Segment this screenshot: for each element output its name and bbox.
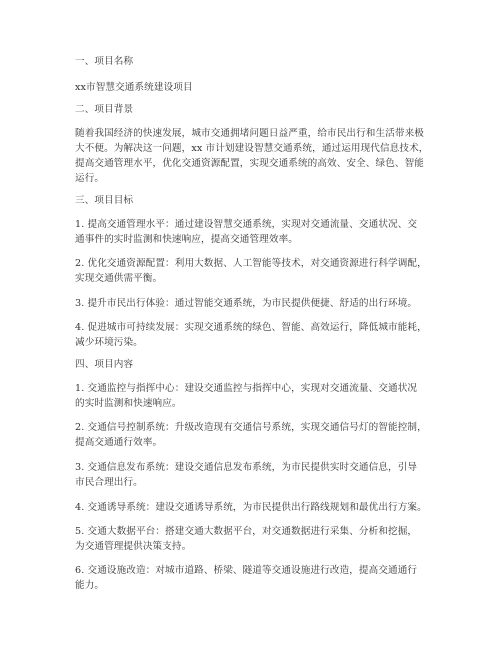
- list-item-line: 减少环境污染。: [75, 337, 143, 348]
- list-item-line: 5. 交通大数据平台：搭建交通大数据平台，对交通数据进行采集、分析和挖掘，: [75, 526, 418, 537]
- paragraph-line: xx市智慧交通系统建设项目: [75, 82, 193, 93]
- list-item-line: 实现交通供需平衡。: [75, 273, 163, 284]
- list-item-line: 1. 提高交通管理水平：通过建设智慧交通系统，实现对交通流量、交通状况、交: [75, 219, 418, 230]
- list-item-line: 1. 交通监控与指挥中心：建设交通监控与指挥中心，实现对交通流量、交通状况: [75, 383, 418, 394]
- paragraph-line: 运行。: [75, 173, 105, 184]
- list-item-line: 的实时监测和快速响应。: [75, 398, 182, 409]
- section-heading-objectives: 三、项目目标: [75, 195, 134, 206]
- list-item-line: 能力。: [75, 580, 105, 591]
- list-item-line: 3. 交通信息发布系统：建设交通信息发布系统，为市民提供实时交通信息，引导: [75, 462, 418, 473]
- list-item-line: 2. 优化交通资源配置：利用大数据、人工智能等技术，对交通资源进行科学调配，: [75, 258, 427, 269]
- list-item-line: 2. 交通信号控制系统：升级改造现有交通信号系统，实现交通信号灯的智能控制，: [75, 422, 427, 433]
- list-item-line: 3. 提升市民出行体验：通过智能交通系统，为市民提供便捷、舒适的出行环境。: [75, 298, 418, 309]
- list-item-line: 为交通管理提供决策支持。: [75, 541, 192, 552]
- list-item-line: 市民合理出行。: [75, 477, 143, 488]
- paragraph-line: 提高交通管理水平，优化交通资源配置，实现交通系统的高效、安全、绿色、智能: [75, 158, 424, 169]
- list-item-line: 6. 交通设施改造：对城市道路、桥梁、隧道等交通设施进行改造，提高交通通行: [75, 565, 418, 576]
- list-item-line: 4. 交通诱导系统：建设交通诱导系统，为市民提供出行路线规划和最优出行方案。: [75, 502, 427, 513]
- list-item-line: 通事件的实时监测和快速响应，提高交通管理效率。: [75, 234, 298, 245]
- paragraph-line: 大不便。为解决这一问题，xx 市计划建设智慧交通系统，通过运用现代信息技术，: [75, 143, 429, 154]
- list-item-line: 4. 促进城市可持续发展：实现交通系统的绿色、智能、高效运行，降低城市能耗，: [75, 322, 427, 333]
- section-heading-background: 二、项目背景: [75, 104, 134, 115]
- section-heading-content: 四、项目内容: [75, 359, 134, 370]
- paragraph-line: 随着我国经济的快速发展，城市交通拥堵问题日益严重，给市民出行和生活带来极: [75, 128, 424, 139]
- section-heading-project-name: 一、项目名称: [75, 56, 134, 67]
- list-item-line: 提高交通通行效率。: [75, 437, 163, 448]
